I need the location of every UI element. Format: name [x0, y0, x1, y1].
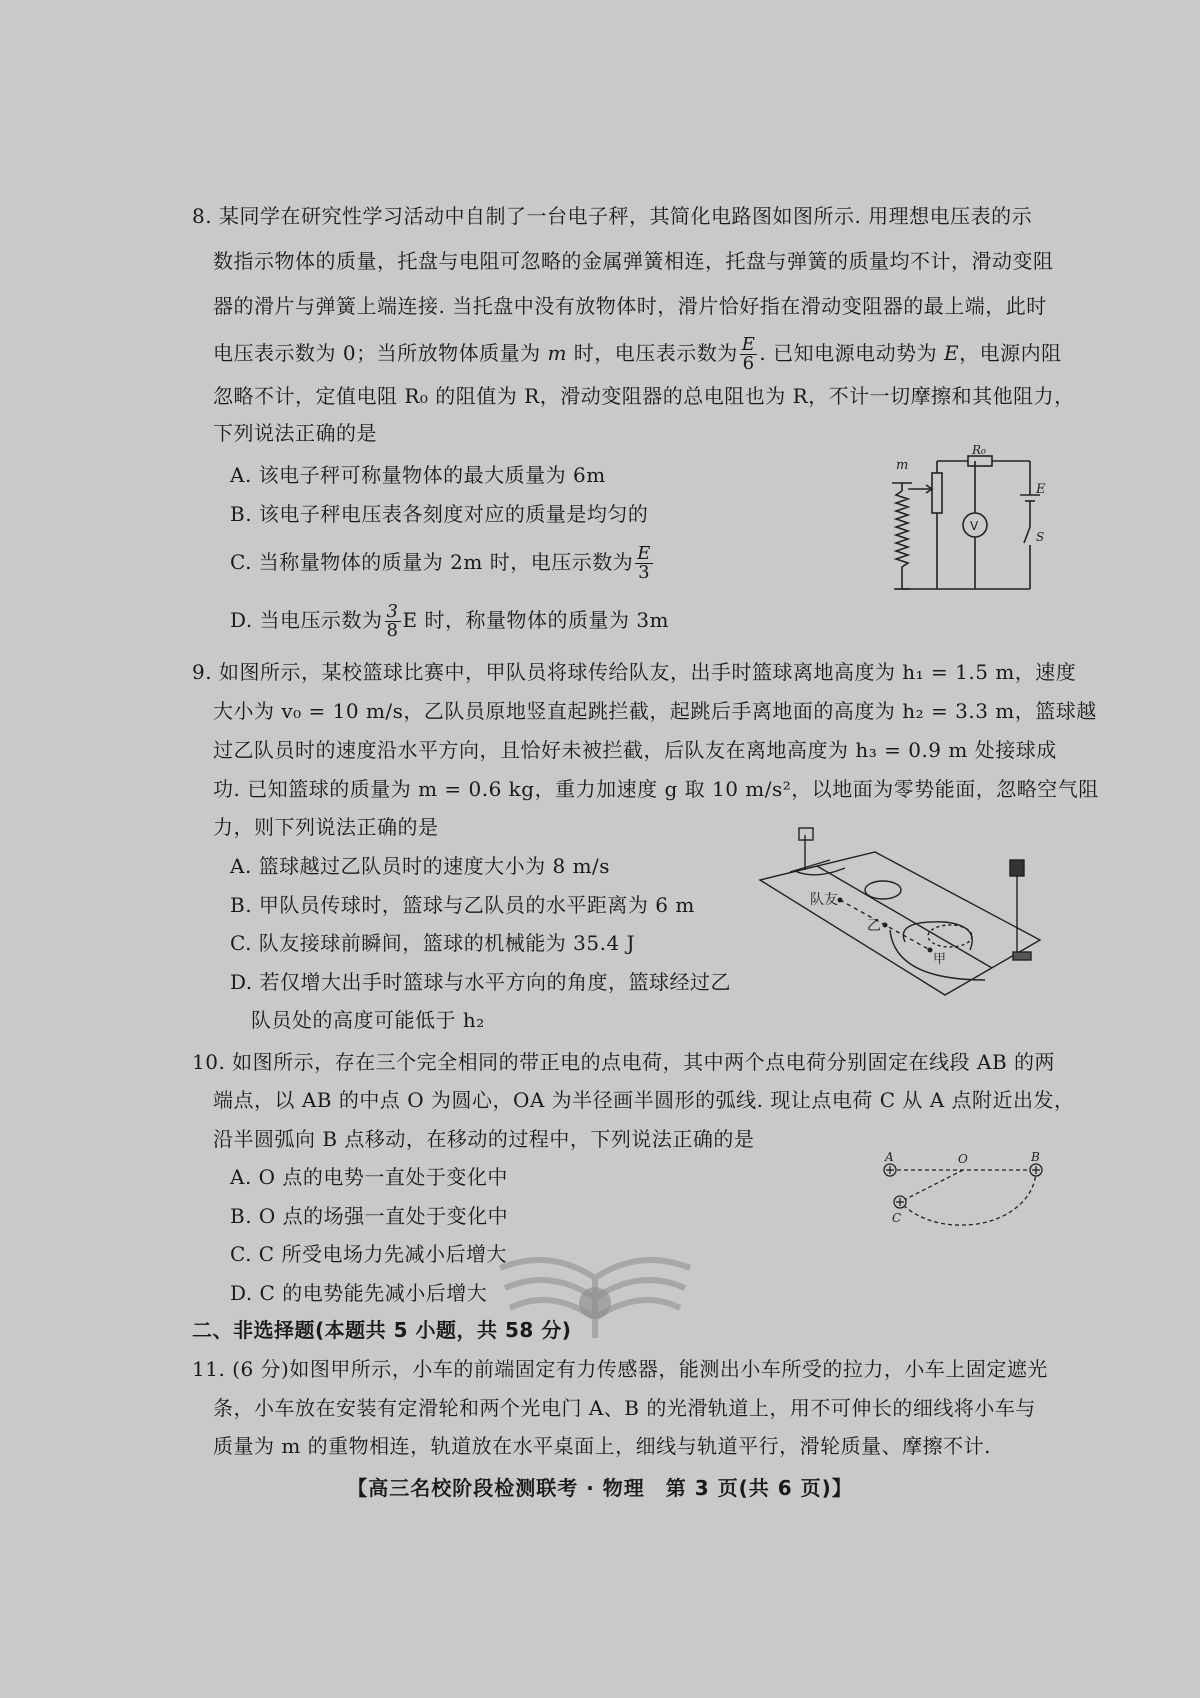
fraction-3-over-8: $\frac{3}{8}$ — [386, 601, 399, 641]
q9-option-a: A. 篮球越过乙队员时的速度大小为 8 m/s — [230, 854, 611, 878]
fraction-e-over-6: $\frac{E}{6}$ — [741, 334, 756, 374]
point-charge-diagram — [878, 1150, 1048, 1245]
basketball-court-diagram — [755, 830, 1045, 1000]
q8-option-c: C. 当称量物体的质量为 2m 时，电压示数为 $\frac{E}{3}$ — [230, 543, 651, 583]
svg-text:E: E — [1036, 482, 1046, 497]
q8-option-a: A. 该电子秤可称量物体的最大质量为 6m — [230, 463, 606, 487]
q8-line-5: 忽略不计，定值电阻 R₀ 的阻值为 R，滑动变阻器的总电阻也为 R，不计一切摩擦和其他阻力， — [213, 384, 1075, 408]
q9-option-d-line-2: 队员处的高度可能低于 h₂ — [251, 1008, 485, 1032]
q8-line-4 — [213, 331, 1062, 375]
q8-line-2: 数指示物体的质量，托盘与电阻可忽略的金属弹簧相连，托盘与弹簧的质量均不计，滑动变阻 — [213, 249, 1054, 273]
symbol-m: m — [547, 341, 567, 365]
q11-line-1: 11. (6 分)如图甲所示，小车的前端固定有力传感器，能测出小车所受的拉力，小车上固定遮光 — [192, 1357, 1048, 1381]
q10-option-b: B. O 点的场强一直处于变化中 — [230, 1204, 509, 1228]
svg-text:S: S — [1036, 530, 1045, 544]
page-footer: 【高三名校阶段检测联考 · 物理 第 3 页(共 6 页)】 — [347, 1476, 853, 1500]
q11-line-3: 质量为 m 的重物相连，轨道放在水平桌面上，细线与轨道平行，滑轮质量、摩擦不计. — [213, 1434, 992, 1458]
q8-line-1: 8. 某同学在研究性学习活动中自制了一台电子秤，其简化电路图如图所示. 用理想电压表的示 — [192, 204, 1033, 228]
svg-text:m: m — [896, 458, 909, 473]
q10-line-2: 端点，以 AB 的中点 O 为圆心，OA 为半径画半圆形的弧线. 现让点电荷 C 从 A 点附近出发， — [213, 1088, 1075, 1112]
svg-text:A: A — [885, 1150, 894, 1164]
svg-text:O: O — [958, 1152, 968, 1166]
q10-option-d: D. C 的电势能先减小后增大 — [230, 1281, 488, 1305]
svg-text:队友: 队友 — [810, 892, 838, 908]
svg-text:B: B — [1031, 1150, 1040, 1164]
q8-option-b: B. 该电子秤电压表各刻度对应的质量是均匀的 — [230, 502, 649, 526]
q8-line-3: 器的滑片与弹簧上端连接. 当托盘中没有放物体时，滑片恰好指在滑动变阻器的最上端，此时 — [213, 294, 1047, 318]
q9-option-c: C. 队友接球前瞬间，篮球的机械能为 35.4 J — [230, 931, 636, 955]
svg-text:乙: 乙 — [867, 918, 881, 934]
q8-line-4-c: . 已知电源电动势为 — [759, 341, 944, 365]
q8-line-4-b: 时，电压表示数为 — [566, 341, 738, 365]
q9-line-4: 功. 已知篮球的质量为 m = 0.6 kg，重力加速度 g 取 10 m/s²，以地面为零势能面，忽略空气阻 — [213, 777, 1099, 801]
svg-text:R₀: R₀ — [972, 443, 986, 457]
q8-line-4-a: 电压表示数为 0；当所放物体质量为 — [213, 341, 548, 365]
q8-option-d: D. 当电压示数为 $\frac{3}{8}$ E 时，称量物体的质量为 3m — [230, 601, 670, 641]
svg-text:V: V — [970, 519, 979, 533]
q10-option-a: A. O 点的电势一直处于变化中 — [230, 1165, 508, 1189]
q9-line-1: 9. 如图所示，某校篮球比赛中，甲队员将球传给队友，出手时篮球离地高度为 h₁ = 1.5 m，速度 — [192, 660, 1077, 684]
section-2-heading: 二、非选择题(本题共 5 小题，共 58 分) — [192, 1318, 572, 1342]
symbol-e: E — [944, 341, 960, 365]
circuit-diagram — [870, 443, 1050, 605]
q9-line-2: 大小为 v₀ = 10 m/s，乙队员原地竖直起跳拦截，起跳后手离地面的高度为 h₂ = 3.3 m，篮球越 — [213, 699, 1097, 723]
fraction-e-over-3: $\frac{E}{3}$ — [637, 543, 651, 583]
q9-option-d-line-1: D. 若仅增大出手时篮球与水平方向的角度，篮球经过乙 — [230, 970, 732, 994]
q11-line-2: 条，小车放在安装有定滑轮和两个光电门 A、B 的光滑轨道上，用不可伸长的细线将小车与 — [213, 1396, 1036, 1420]
q9-line-3: 过乙队员时的速度沿水平方向，且恰好未被拦截，后队友在离地高度为 h₃ = 0.9 m 处接球成 — [213, 738, 1057, 762]
svg-text:C: C — [892, 1211, 902, 1225]
q9-option-b: B. 甲队员传球时，篮球与乙队员的水平距离为 6 m — [230, 893, 695, 917]
q8-line-6: 下列说法正确的是 — [213, 421, 377, 445]
q10-line-3: 沿半圆弧向 B 点移动，在移动的过程中，下列说法正确的是 — [213, 1127, 755, 1151]
q9-line-5: 力，则下列说法正确的是 — [213, 815, 439, 839]
q10-line-1: 10. 如图所示，存在三个完全相同的带正电的点电荷，其中两个点电荷分别固定在线段 AB 的两 — [192, 1050, 1056, 1074]
q10-option-c: C. C 所受电场力先减小后增大 — [230, 1242, 507, 1266]
svg-text:甲: 甲 — [933, 952, 947, 967]
q8-line-4-d: ，电源内阻 — [959, 341, 1062, 365]
